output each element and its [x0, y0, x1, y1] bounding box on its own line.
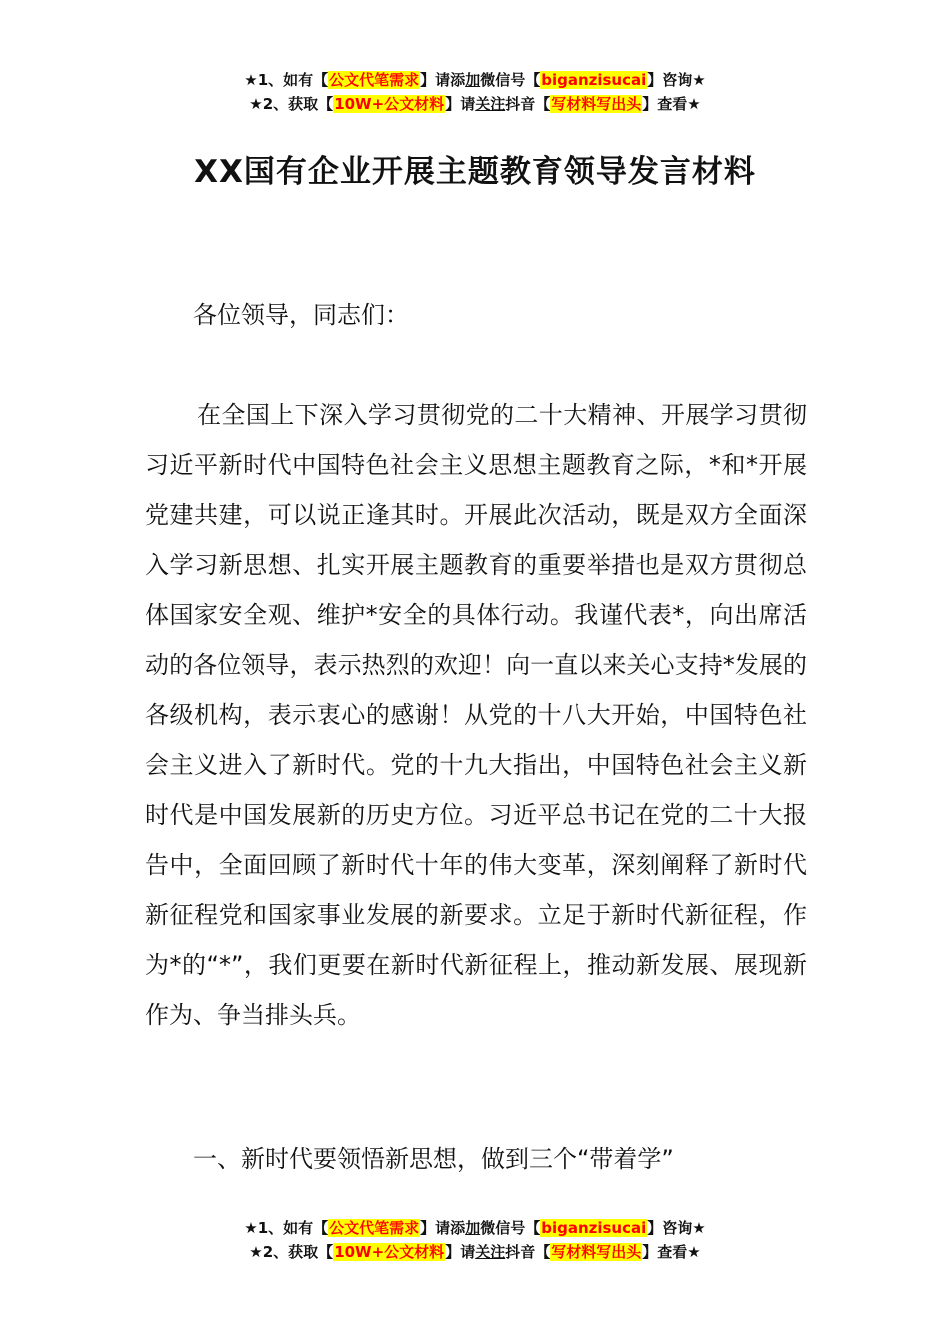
- banner-text: 】查看★: [642, 1243, 701, 1261]
- greeting: 各位领导，同志们：: [193, 301, 409, 329]
- banner-highlight: 写材料写出头: [551, 95, 642, 113]
- banner-text: 】请: [445, 1243, 476, 1261]
- header-banner: [0, 68, 950, 116]
- footer-banner: [0, 1216, 950, 1264]
- banner-highlight: 10W+公文材料: [334, 1243, 445, 1261]
- banner-line-1: [0, 68, 950, 92]
- banner-text: 微信号【: [480, 1219, 541, 1237]
- banner-line-2: [0, 1240, 950, 1264]
- banner-underline: 关注: [475, 95, 506, 113]
- banner-underline: 关注: [475, 1243, 506, 1261]
- banner-highlight: biganzisucai: [541, 71, 647, 89]
- banner-line-1: [0, 1216, 950, 1240]
- banner-highlight: biganzisucai: [541, 1219, 647, 1237]
- banner-text: 抖音【: [505, 95, 551, 113]
- banner-text: 】咨询★: [647, 71, 706, 89]
- banner-highlight: 10W+公文材料: [334, 95, 445, 113]
- banner-text: 】咨询★: [647, 1219, 706, 1237]
- banner-highlight: 公文代笔需求: [329, 71, 420, 89]
- banner-text: 】查看★: [642, 95, 701, 113]
- banner-text: 抖音【: [505, 1243, 551, 1261]
- banner-text: 】请添: [420, 1219, 466, 1237]
- banner-underline: 加: [465, 71, 481, 89]
- document-title: XX国有企业开展主题教育领导发言材料: [194, 154, 756, 190]
- section-heading: 一、新时代要领悟新思想，做到三个“带着学”: [193, 1145, 674, 1173]
- banner-text: ★1、如有【: [244, 71, 329, 89]
- banner-highlight: 写材料写出头: [551, 1243, 642, 1261]
- banner-highlight: 公文代笔需求: [329, 1219, 420, 1237]
- banner-underline: 加: [465, 1219, 481, 1237]
- banner-line-2: [0, 92, 950, 116]
- banner-text: ★2、获取【: [249, 1243, 334, 1261]
- paragraph: 在全国上下深入学习贯彻党的二十大精神、开展学习贯彻习近平新时代中国特色社会主义思想主题教育之际，*和*开展党建共建，可以说正逢其时。开展此次活动，既是双方全面深入学习新思想、扎实开展主题教育的重要举措也是双方贯彻总体国家安全观、维护*安全的具体行动。我谨代表*，向出席活动的各位领导，表示热烈的欢迎！向一直以来关心支持*发展的各级机构，表示衷心的感谢！从党的十八大开始，中国特色社会主义进入了新时代。党的十九大指出，中国特色社会主义新时代是中国发展新的历史方位。习近平总书记在党的二十大报告中，全面回顾了新时代十年的伟大变革，深刻阐释了新时代新征程党和国家事业发展的新要求。立足于新时代新征程，作为*的“*”，我们更要在新时代新征程上，推动新发展、展现新作为、争当排头兵。: [145, 401, 807, 1029]
- banner-text: ★2、获取【: [249, 95, 334, 113]
- banner-text: 】请: [445, 95, 476, 113]
- banner-text: 】请添: [420, 71, 466, 89]
- banner-text: ★1、如有【: [244, 1219, 329, 1237]
- banner-text: 微信号【: [480, 71, 541, 89]
